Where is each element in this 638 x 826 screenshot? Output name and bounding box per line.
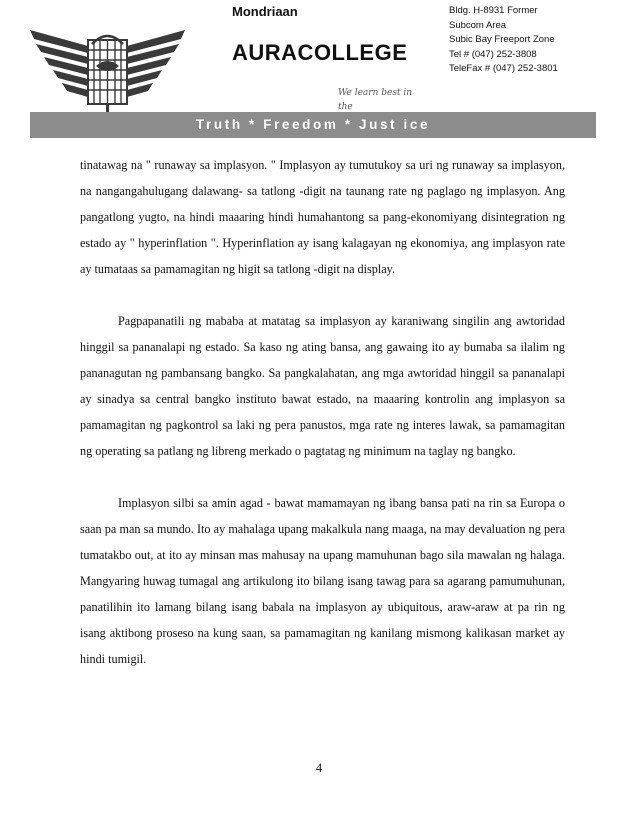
document-body (80, 152, 565, 672)
page-number: 4 (315, 761, 323, 775)
motto-banner: Truth * Freedom * Just ice (30, 112, 596, 138)
paragraph: Pagpapanatili ng mababa at matatag sa implasyon ay karaniwang singilin ang awtoridad hinggil sa pananalapi ng estado. Sa kaso ng ating bansa, ang gawaing ito ay bumaba sa ilalim ng pananagutan ng pambansang bangko. Sa pangkalahatan, ang mga awtoridad hinggil sa pananalapi ay sinadya sa central bangko instituto bawat estado, na maaaring kontrolin ang implasyon sa pamamagitan ng pagkontrol sa laki ng pera panustos, mga rate ng interes lawak, sa pamamagitan ng operating sa patlang ng libreng merkado o pagtatag ng minimum na taglay ng bangko. (80, 314, 565, 458)
letterhead (0, 0, 638, 150)
paragraph: tinatawag na " runaway sa implasyon. " Implasyon ay tumutukoy sa uri ng runaway sa implasyon, na nangangahulugang dalawang- sa tatlong -digit na taunang rate ng paglago ng implasyon. Ang pangatlong yugto, na hindi maaaring hindi humahantong sa pang-ekonomiyang disintegration ng estado ay " hyperinflation ". Hyperinflation ay isang kalagayan ng ekonomiya, ang implasyon rate ay tumataas sa pamamagitan ng higit sa tatlong -digit na display. (80, 158, 565, 276)
address-line: Bldg. H-8931 Former (449, 5, 538, 16)
paragraph: Implasyon silbi sa amin agad - bawat mamamayan ng ibang bansa pati na rin sa Europa o saan pa man sa mundo. Ito ay mahalaga upang makalkula nang maaga, na may devaluation ng pera tumatakbo out, at ito ay minsan mas mahusay na upang mamuhunan bago sila mawalan ng halaga. Mangyaring huwag tumagal ang artikulong ito bilang isang tawag para sa agarang pamumuhunan, panatilihin ito lamang bilang isang babala na implasyon ay ubiquitous, araw-araw at pa rin ng isang aktibong proseso na kung saan, sa pamamagitan ng kanilang mismong kalikasan market ay hindi tumigil. (80, 496, 565, 666)
fax-line: TeleFax # (047) 252-3801 (449, 63, 558, 74)
college-name-prefix: Mondriaan (232, 4, 298, 19)
address-block (449, 4, 599, 80)
address-line: Subic Bay Freeport Zone (449, 34, 555, 45)
college-name: AURACOLLEGE (232, 40, 408, 65)
phone-line: Tel # (047) 252-3808 (449, 48, 537, 60)
college-logo-icon (30, 22, 185, 114)
cursive-tagline: We learn best in the (338, 88, 413, 112)
address-line: Subcom Area (449, 19, 507, 31)
